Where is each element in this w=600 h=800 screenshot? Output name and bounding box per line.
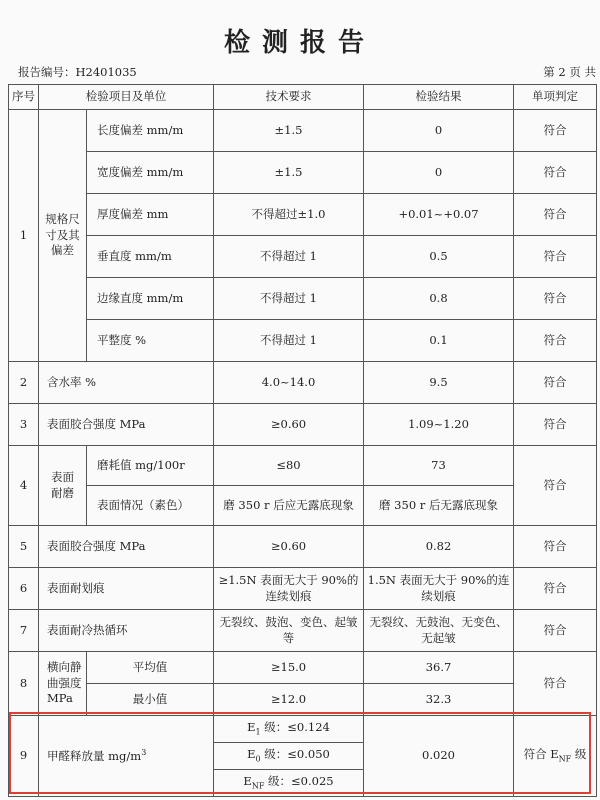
result: 磨 350 r 后无露底现象 [364,486,514,526]
result: 0.82 [364,526,514,568]
col-header-result: 检验结果 [364,85,514,110]
verdict: 符合 [514,362,597,404]
verdict: 符合 [514,110,597,152]
verdict: 符合 [514,652,597,716]
requirement-level [214,743,364,770]
level-prefix: E [247,719,256,734]
level-text: 级：≤0.050 [264,746,330,761]
result: 32.3 [364,684,514,716]
verdict-prefix: 符合 E [523,746,559,761]
table-row [9,362,597,404]
row-no: 9 [9,716,39,797]
table-row [9,446,597,486]
result: 0.020 [364,716,514,797]
item-name: 含水率 % [39,362,214,404]
table-row [9,278,597,320]
verdict: 符合 [514,320,597,362]
result: 0.1 [364,320,514,362]
col-header-no: 序号 [9,85,39,110]
verdict: 符合 [514,404,597,446]
verdict: 符合 [514,446,597,526]
level-text: 级：≤0.025 [268,773,334,788]
requirement: ≥0.60 [214,526,364,568]
table-row [9,652,597,684]
item-name: 长度偏差 mm/m [87,110,214,152]
requirement-level [214,770,364,797]
result: 0.8 [364,278,514,320]
requirement: ±1.5 [214,110,364,152]
inspection-table [8,84,597,797]
table-row [9,320,597,362]
requirement: 4.0~14.0 [214,362,364,404]
row-no: 5 [9,526,39,568]
result: 9.5 [364,362,514,404]
col-header-item: 检验项目及单位 [39,85,214,110]
page-number: 第 2 页 共 [543,65,596,79]
item-name: 表面胶合强度 MPa [39,526,214,568]
table-row [9,110,597,152]
item-name: 平整度 % [87,320,214,362]
requirement: 不得超过 1 [214,320,364,362]
level-prefix: E [243,773,252,788]
report-number: 报告编号：H2401035 [18,65,137,79]
header-row [9,85,597,110]
table-row [9,526,597,568]
item-name: 表面情况（素色） [87,486,214,526]
requirement: 磨 350 r 后应无露底现象 [214,486,364,526]
table-row [9,404,597,446]
requirement: ≥1.5N 表面无大于 90%的连续划痕 [214,568,364,610]
col-header-verdict: 单项判定 [514,85,597,110]
item-name: 最小值 [87,684,214,716]
level-text: 级：≤0.124 [264,719,330,734]
result: 无裂纹、无鼓泡、无变色、无起皱 [364,610,514,652]
result: 1.09~1.20 [364,404,514,446]
row-no: 1 [9,110,39,362]
row-no: 2 [9,362,39,404]
requirement: ≥15.0 [214,652,364,684]
unit-superscript: 3 [141,747,147,757]
level-sub: NF [251,781,265,791]
row-no: 8 [9,652,39,716]
requirement: ≥0.60 [214,404,364,446]
result: 36.7 [364,652,514,684]
item-name: 宽度偏差 mm/m [87,152,214,194]
requirement: ±1.5 [214,152,364,194]
row-no: 3 [9,404,39,446]
formaldehyde-label: 甲醛释放量 mg/m [47,748,142,763]
item-name: 边缘直度 mm/m [87,278,214,320]
col-header-requirement: 技术要求 [214,85,364,110]
table-row [9,152,597,194]
verdict: 符合 [514,236,597,278]
row-no: 7 [9,610,39,652]
requirement: 不得超过±1.0 [214,194,364,236]
row-group: 规格尺寸及其偏差 [39,110,87,362]
verdict [514,716,597,797]
requirement: ≥12.0 [214,684,364,716]
result: 0 [364,110,514,152]
report-title: 检测报告 [223,28,376,58]
result: 1.5N 表面无大于 90%的连续划痕 [364,568,514,610]
result: +0.01~+0.07 [364,194,514,236]
row-no: 4 [9,446,39,526]
requirement: ≤80 [214,446,364,486]
requirement: 不得超过 1 [214,236,364,278]
level-sub: 0 [255,754,261,764]
table-row [9,610,597,652]
row-no: 6 [9,568,39,610]
table-row [9,486,597,526]
level-prefix: E [247,746,256,761]
item-name: 表面耐划痕 [39,568,214,610]
verdict-sub: NF [558,754,572,764]
table-row [9,236,597,278]
item-name: 平均值 [87,652,214,684]
result: 0 [364,152,514,194]
table-row [9,194,597,236]
verdict: 符合 [514,194,597,236]
requirement: 无裂纹、鼓泡、变色、起皱等 [214,610,364,652]
result: 0.5 [364,236,514,278]
item-name: 表面胶合强度 MPa [39,404,214,446]
verdict: 符合 [514,568,597,610]
row-group: 横向静曲强度 MPa [39,652,87,716]
item-name: 磨耗值 mg/100r [87,446,214,486]
item-name: 表面耐冷热循环 [39,610,214,652]
requirement: 不得超过 1 [214,278,364,320]
result: 73 [364,446,514,486]
row-group: 表面耐磨 [39,446,87,526]
table-row [9,716,597,743]
item-name: 厚度偏差 mm [87,194,214,236]
table-row [9,568,597,610]
verdict: 符合 [514,610,597,652]
item-name: 垂直度 mm/m [87,236,214,278]
verdict: 符合 [514,278,597,320]
requirement-level [214,716,364,743]
table-row [9,684,597,716]
level-sub: 1 [255,727,261,737]
item-name [39,716,214,797]
verdict: 符合 [514,526,597,568]
verdict: 符合 [514,152,597,194]
verdict-suffix: 级 [574,746,587,761]
